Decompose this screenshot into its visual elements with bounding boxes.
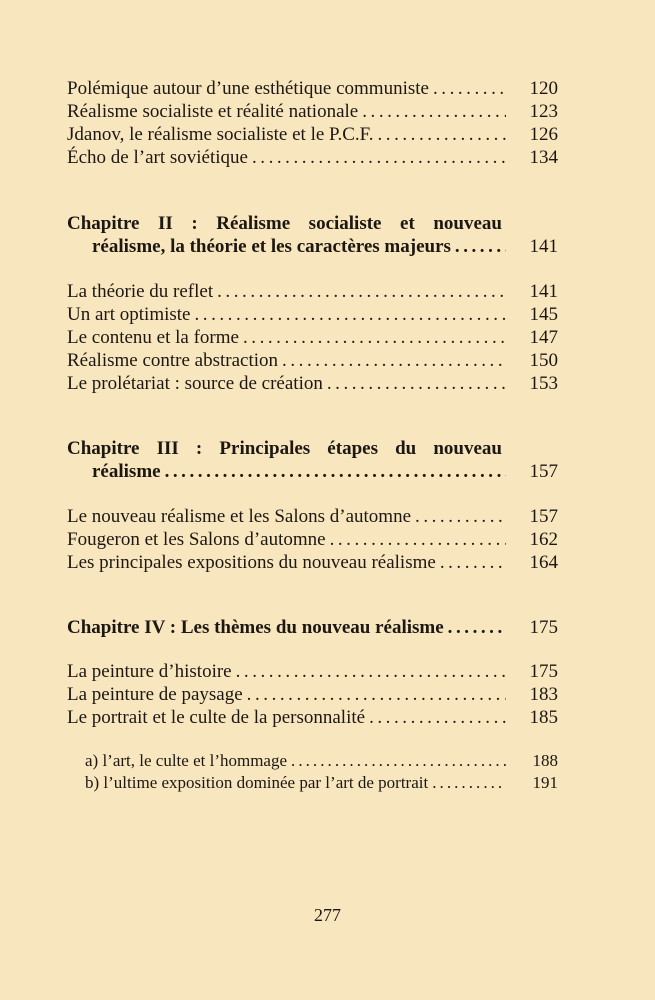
dot-leader [358,101,506,123]
dot-leader [323,373,506,395]
toc-entry-page: 153 [529,373,558,394]
dot-leader [278,350,506,372]
dot-leader [213,281,506,303]
toc-subentry-page: 191 [532,773,558,792]
dot-leader [161,461,506,483]
chapter-heading-title: réalisme, la théorie et les caractères majeurs [92,236,451,257]
toc-entry [67,304,558,326]
toc-entry-title: Écho de l’art soviétique [67,147,248,168]
toc-entry [67,506,558,528]
dot-leader [436,552,506,574]
chapter-heading-page: 157 [529,461,558,482]
toc-subentry [85,750,558,772]
dot-leader [444,617,506,639]
toc-entry-page: 141 [529,281,558,302]
toc-entry-page: 175 [529,661,558,682]
toc-entry-title: La théorie du reflet [67,281,214,302]
toc-entry [67,350,558,372]
chapter-heading [92,461,558,483]
dot-leader [411,506,506,528]
toc-entry-title: Le portrait et le culte de la personnalité [67,707,366,728]
toc-entry-page: 123 [529,101,558,122]
dot-leader [243,684,506,706]
chapter-heading-title: Chapitre IV : Les thèmes du nouveau réalisme [67,617,444,638]
toc-entry [67,147,558,169]
toc-entry [67,281,558,303]
dot-leader [451,236,506,258]
toc-entry-title: Réalisme contre abstraction [67,350,279,371]
dot-leader [429,78,506,100]
toc-entry [67,78,558,100]
toc-entry-page: 147 [529,327,558,348]
toc-entry-title: Polémique autour d’une esthétique communiste [67,78,429,99]
dot-leader [190,304,506,326]
toc-entry-title: Le contenu et la forme [67,327,239,348]
dot-leader [248,147,506,169]
chapter-heading-line: Chapitre III : Principales étapes du nouveau [67,438,502,459]
dot-leader [287,750,506,772]
toc-entry-title: Réalisme socialiste et réalité nationale [67,101,359,122]
dot-leader [373,124,506,146]
toc-entry [67,327,558,349]
toc-entry [67,373,558,395]
dot-leader [365,707,506,729]
dot-leader [428,772,506,794]
toc-entry [67,661,558,683]
dot-leader [326,529,506,551]
toc-entry [67,552,558,574]
toc-entry [67,684,558,706]
toc-entry-page: 145 [529,304,558,325]
toc-entry-title: Le prolétariat : source de création [67,373,323,394]
toc-subentry [85,772,558,794]
toc-entry-title: Les principales expositions du nouveau réalisme [67,552,436,573]
dot-leader [239,327,506,349]
toc-entry-page: 162 [529,529,558,550]
toc-entry [67,101,558,123]
toc-subentry-page: 188 [532,751,558,770]
toc-entry-title: La peinture d’histoire [67,661,232,682]
toc-entry-title: Fougeron et les Salons d’automne [67,529,326,550]
toc-subentry-title: b) l’ultime exposition dominée par l’art de portrait [85,773,429,792]
toc-entry-title: Un art optimiste [67,304,191,325]
toc-subentry-title: a) l’art, le culte et l’hommage [85,751,288,770]
toc-entry-page: 185 [529,707,558,728]
toc-entry-title: Jdanov, le réalisme socialiste et le P.C.F. [67,124,374,145]
toc-entry [67,529,558,551]
chapter-heading-page: 175 [529,617,558,638]
toc-entry-page: 164 [529,552,558,573]
toc-entry [67,707,558,729]
dot-leader [232,661,506,683]
toc-entry [67,124,558,146]
toc-entry-title: La peinture de paysage [67,684,243,705]
toc-entry-page: 120 [529,78,558,99]
chapter-heading-line: Chapitre II : Réalisme socialiste et nouveau [67,213,502,234]
toc-entry-page: 134 [529,147,558,168]
chapter-heading-page: 141 [529,236,558,257]
chapter-heading-title: réalisme [92,461,161,482]
toc-entry-page: 157 [529,506,558,527]
toc-entry-title: Le nouveau réalisme et les Salons d’automne [67,506,412,527]
toc-entry-page: 150 [529,350,558,371]
toc-entry-page: 126 [529,124,558,145]
chapter-heading [92,236,558,258]
chapter-heading [67,617,558,639]
toc-entry-page: 183 [529,684,558,705]
page-number: 277 [314,905,341,925]
